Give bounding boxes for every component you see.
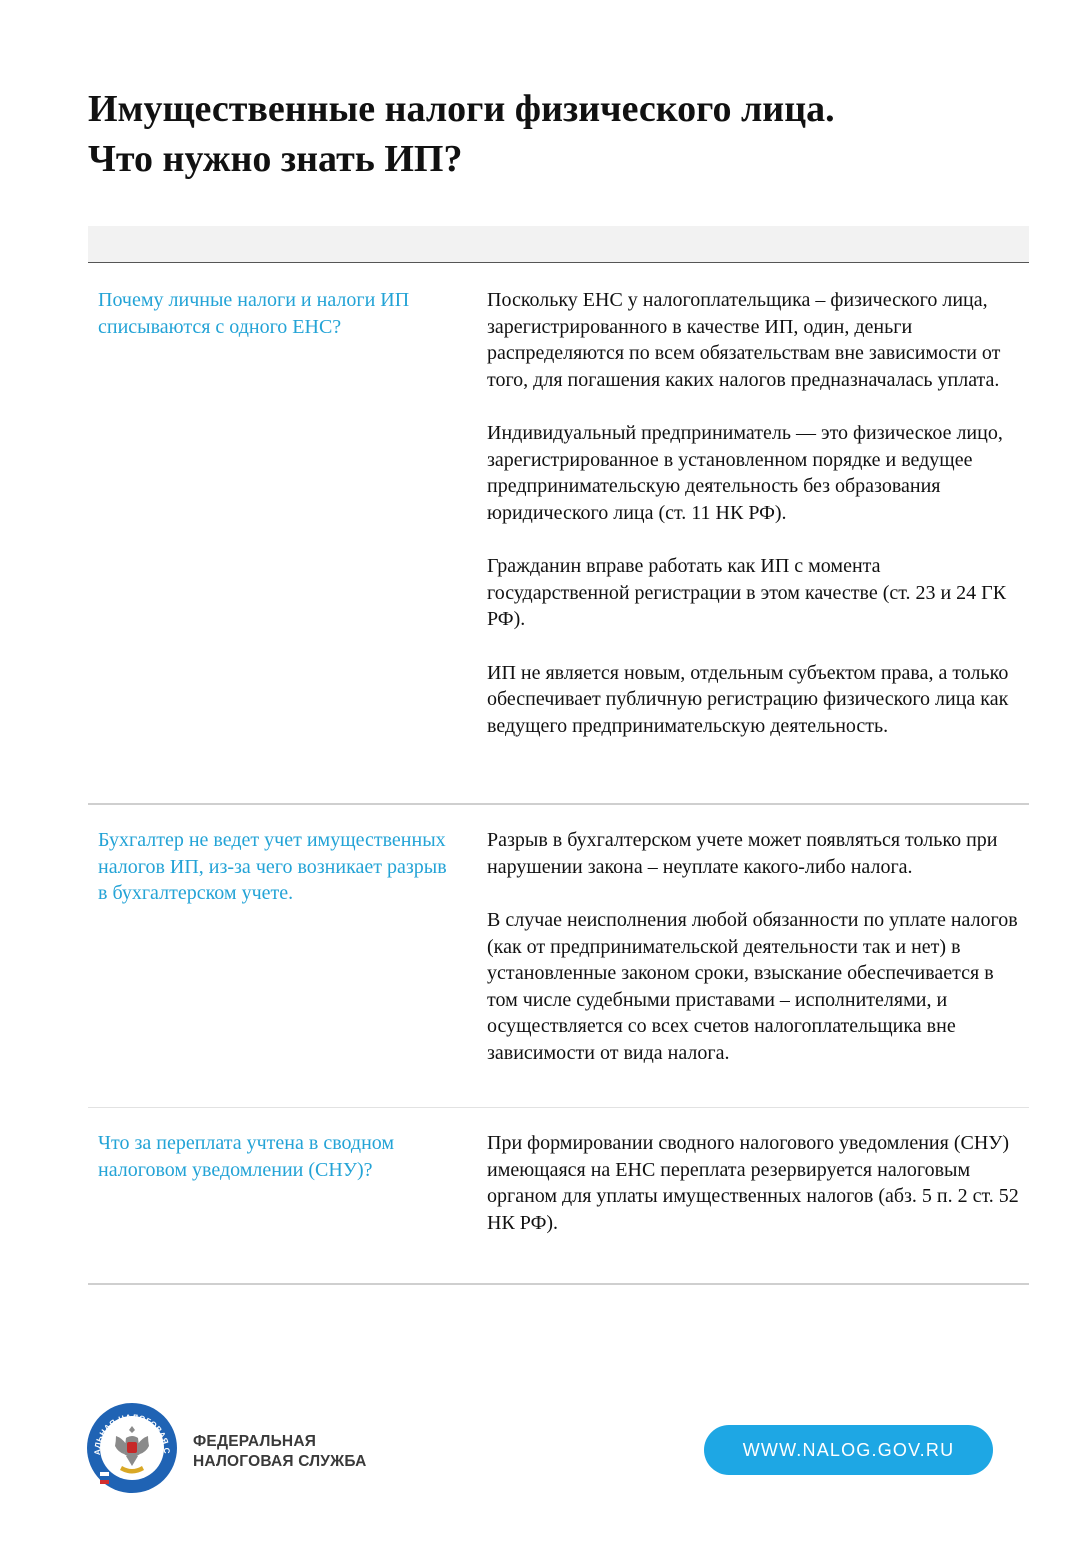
page-title-line-2: Что нужно знать ИП?	[88, 138, 463, 180]
faq-question: Бухгалтер не ведет учет имущественных налогов ИП, из-за чего возникает разрыв в бухгалтерском учете.	[98, 829, 447, 904]
page-title	[88, 84, 1028, 184]
faq-answer	[487, 287, 1022, 739]
answer-paragraph: Индивидуальный предприниматель — это физическое лицо, зарегистрированное в установленном порядке и ведущее предпринимательскую деятельность без образования юридического лица (ст. 11 НК РФ).	[487, 422, 1003, 524]
faq-row	[88, 1108, 1029, 1285]
fns-emblem-icon	[86, 1402, 178, 1494]
answer-paragraph: Гражданин вправе работать как ИП с момента государственной регистрации в этом качестве (ст. 23 и 24 ГК РФ).	[487, 555, 1007, 630]
emblem-ring-text: АЛЬНАЯ НАЛОГОВАЯ С	[92, 1412, 172, 1456]
answer-paragraph: Разрыв в бухгалтерском учете может появляться только при нарушении закона – неуплате какого-либо налога.	[487, 829, 998, 878]
answer-paragraph: При формировании сводного налогового уведомления (СНУ) имеющаяся на ЕНС переплата резервируется налоговым органом для уплаты имущественных налогов (абз. 5 п. 2 ст. 52 НК РФ).	[487, 1132, 1019, 1234]
faq-answer	[487, 1130, 1022, 1236]
answer-paragraph: ИП не является новым, отдельным субъектом права, а только обеспечивает публичную регистрацию физического лица как ведущего предпринимательскую деятельность.	[487, 661, 1009, 737]
faq-row	[88, 805, 1029, 1108]
faq-question: Почему личные налоги и налоги ИП списываются с одного ЕНС?	[98, 289, 410, 338]
website-link-button[interactable]: WWW.NALOG.GOV.RU	[704, 1425, 993, 1475]
org-name-line-2: НАЛОГОВАЯ СЛУЖБА	[193, 1453, 367, 1470]
faq-answer	[487, 827, 1022, 1066]
faq-row	[88, 263, 1029, 805]
org-name	[193, 1432, 367, 1472]
org-name-line-1: ФЕДЕРАЛЬНАЯ	[193, 1433, 317, 1450]
faq-question: Что за переплата учтена в сводном налоговом уведомлении (СНУ)?	[98, 1132, 395, 1181]
answer-paragraph: В случае неисполнения любой обязанности по уплате налогов (как от предпринимательской деятельности так и нет) в установленные законом сроки, взыскание обеспечивается в том числе судебными приставами – исполнителями, и осуществляется со всех счетов налогоплательщика вне зависимости от вида налога.	[487, 909, 1018, 1064]
page-title-line-1: Имущественные налоги физического лица.	[88, 88, 835, 130]
table-header-bar	[88, 226, 1029, 263]
answer-paragraph: Поскольку ЕНС у налогоплательщика – физического лица, зарегистрированного в качестве ИП, один, деньги распределяются по всем обязательствам вне зависимости от того, для погашения каких налогов предназначалась уплата.	[487, 289, 1001, 391]
